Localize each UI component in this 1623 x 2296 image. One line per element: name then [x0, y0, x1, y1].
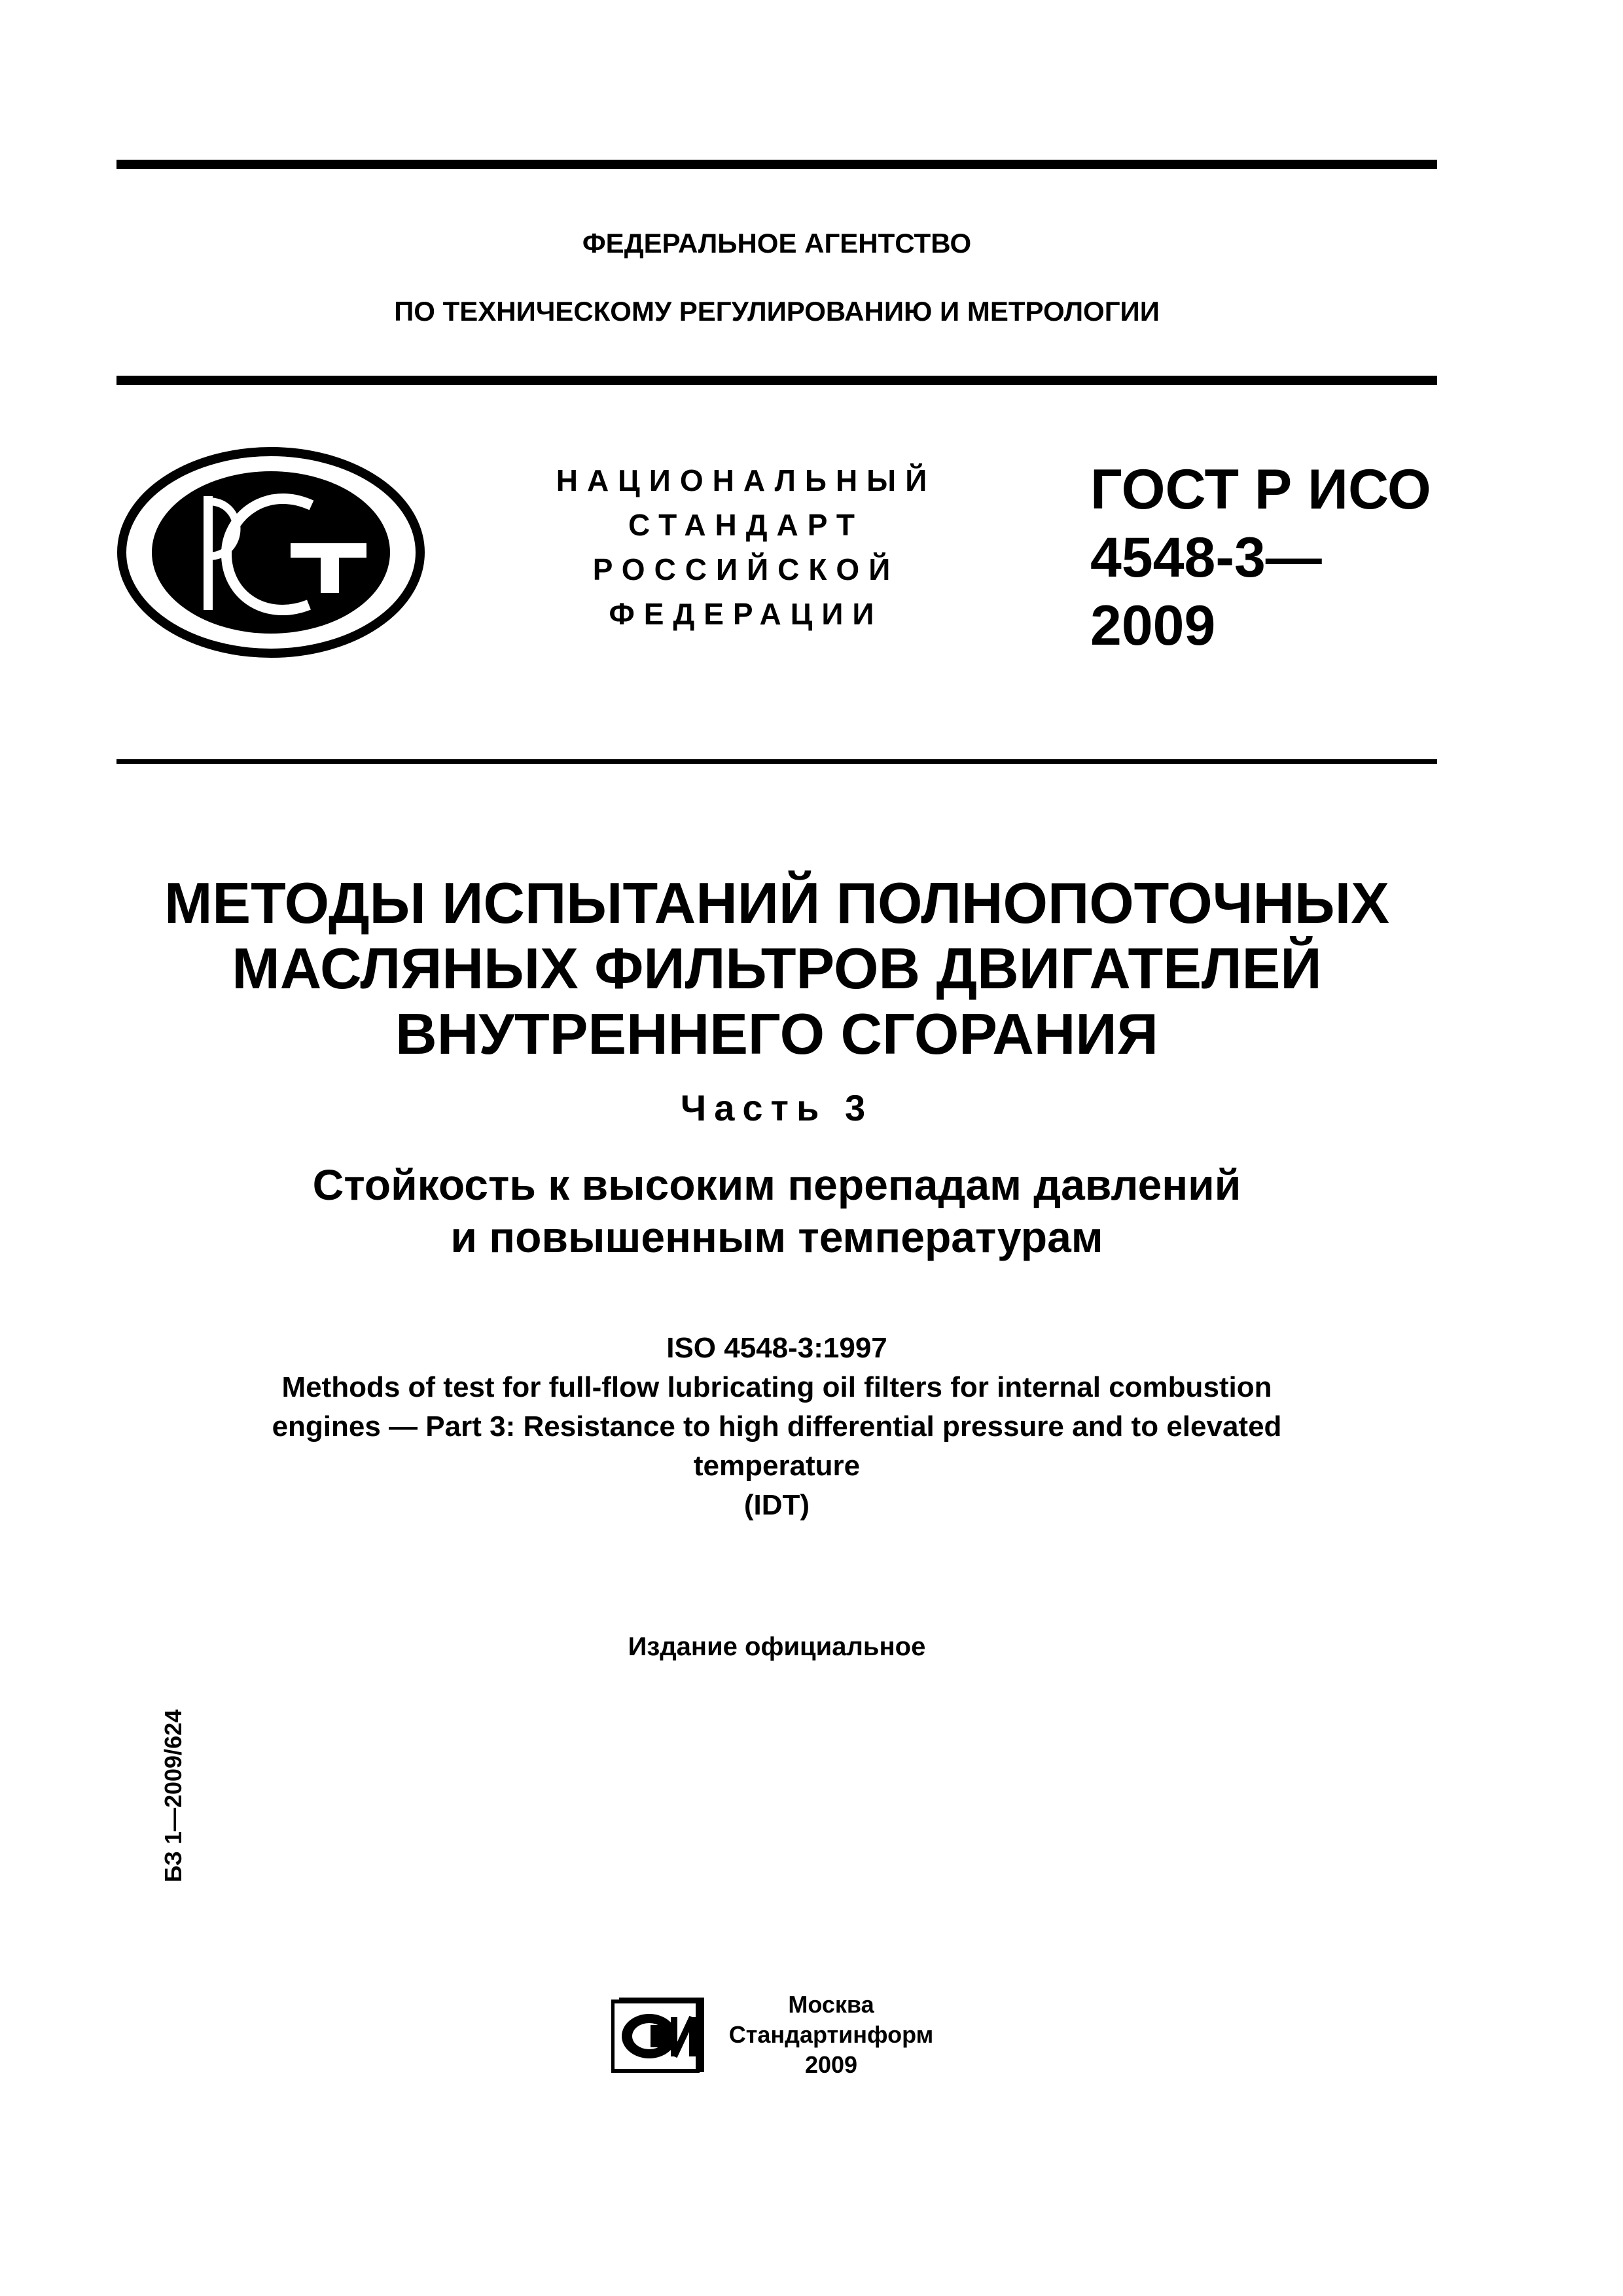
top-rule	[116, 160, 1437, 169]
publisher-block	[726, 1990, 936, 2080]
subtitle-line-1: Стойкость к высоким перепадам давлений	[312, 1160, 1241, 1209]
iso-reference	[116, 1329, 1437, 1525]
subtitle-line-2: и повышенным температурам	[450, 1213, 1103, 1261]
designation-line-3: 2009	[1090, 594, 1216, 657]
side-note: БЗ 1—2009/624	[160, 1709, 187, 1882]
title-line-3: ВНУТРЕННЕГО СГОРАНИЯ	[395, 1001, 1158, 1066]
standard-designation	[1090, 456, 1457, 660]
header-rule	[116, 759, 1437, 764]
national-standard-line-1: НАЦИОНАЛЬНЫЙ	[556, 463, 936, 497]
national-standard-line-2: СТАНДАРТ	[628, 508, 864, 542]
designation-line-2: 4548-3—	[1090, 526, 1322, 589]
iso-line-4: temperature	[693, 1450, 861, 1482]
national-standard-block	[497, 458, 995, 636]
agency-line-2: ПО ТЕХНИЧЕСКОМУ РЕГУЛИРОВАНИЮ И МЕТРОЛОГИИ	[394, 296, 1160, 327]
title-line-2: МАСЛЯНЫХ ФИЛЬТРОВ ДВИГАТЕЛЕЙ	[232, 936, 1322, 1001]
rst-mark-text: РСТ	[115, 445, 116, 446]
publisher-city: Москва	[788, 1991, 874, 2018]
agency-line-1: ФЕДЕРАЛЬНОЕ АГЕНТСТВО	[582, 228, 972, 259]
rst-mark-icon	[115, 445, 427, 660]
edition-label: Издание официальное	[628, 1632, 926, 1661]
iso-line-1: ISO 4548-3:1997	[666, 1332, 887, 1364]
part-label: Часть 3	[680, 1087, 874, 1128]
publisher-name: Стандартинформ	[728, 2021, 934, 2048]
document-title	[116, 870, 1437, 1067]
national-standard-line-4: ФЕДЕРАЦИИ	[609, 597, 883, 631]
iso-line-3: engines — Part 3: Resistance to high differential pressure and to elevated	[272, 1410, 1282, 1443]
national-standard-line-3: РОССИЙСКОЙ	[592, 552, 900, 586]
publisher-year: 2009	[804, 2051, 858, 2078]
iso-line-2: Methods of test for full-flow lubricating oil filters for internal combustion	[281, 1371, 1272, 1403]
designation-line-1: ГОСТ Р ИСО	[1090, 458, 1431, 521]
iso-line-5: (IDT)	[743, 1489, 810, 1521]
title-line-1: МЕТОДЫ ИСПЫТАНИЙ ПОЛНОПОТОЧНЫХ	[164, 870, 1389, 935]
agency-rule	[116, 376, 1437, 385]
document-subtitle	[116, 1158, 1437, 1263]
standartinform-logo-icon	[611, 1992, 709, 2077]
